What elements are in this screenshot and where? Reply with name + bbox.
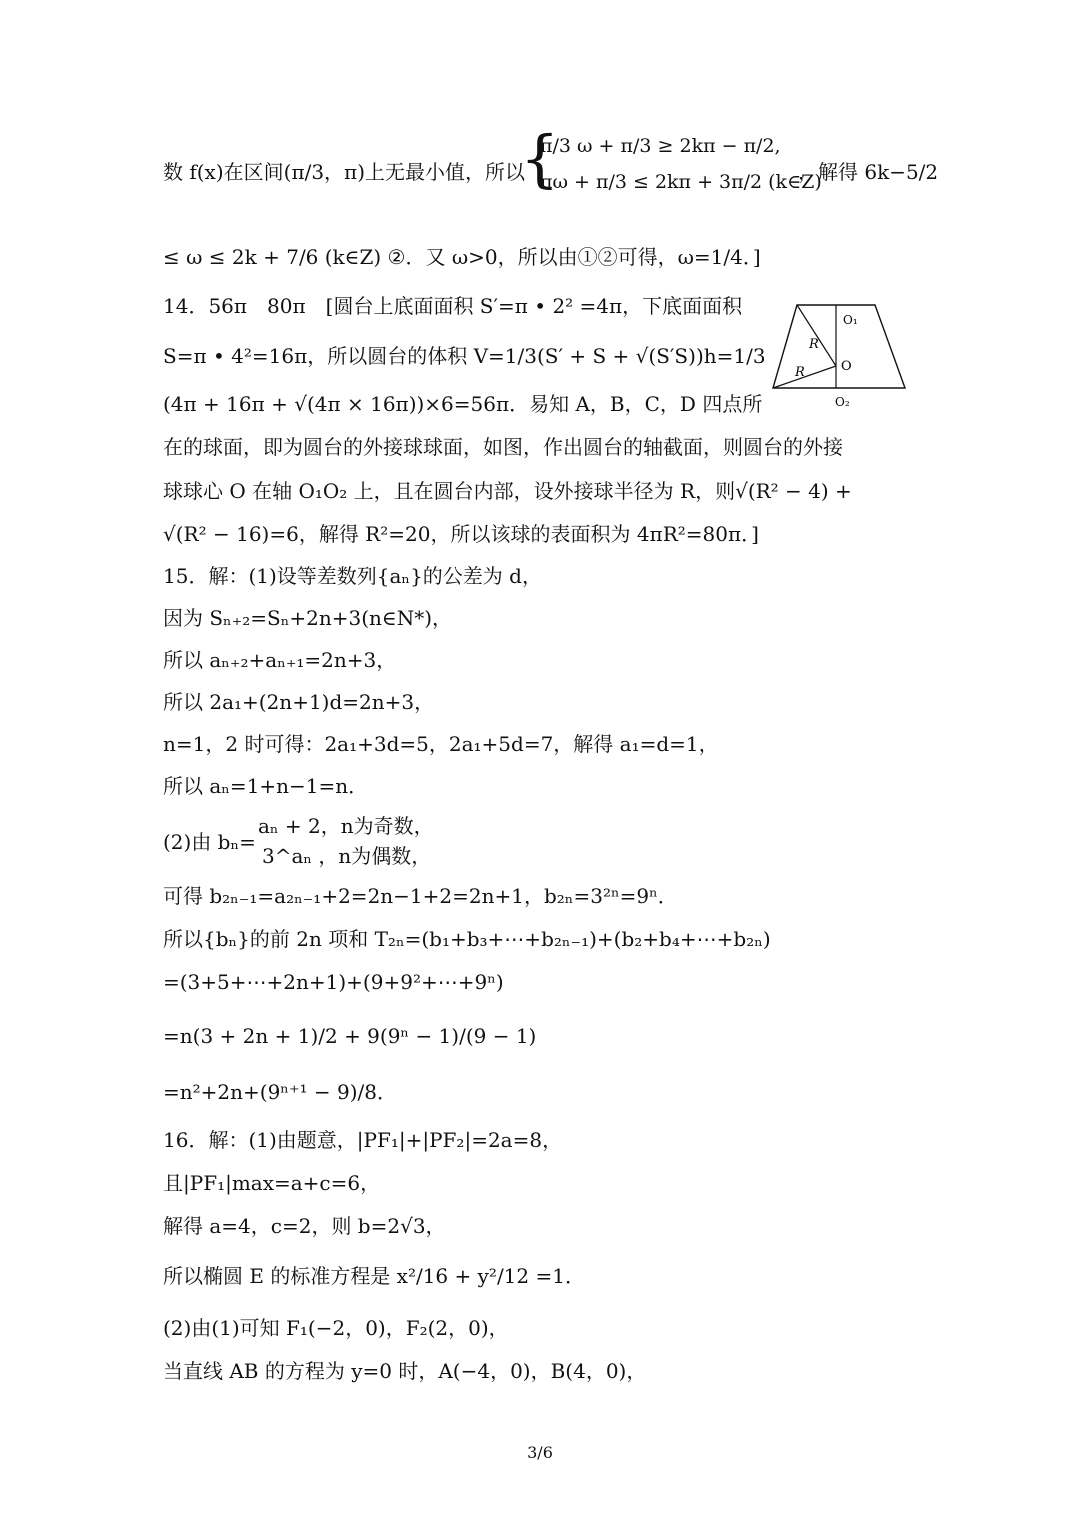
system-brace: { <box>520 122 560 195</box>
text-line-5: (4π + 16π + √(4π × 16π))×6=56π．易知 A，B，C，D 四点所 <box>163 392 763 416</box>
text-line-9: 15．解：(1)设等差数列{aₙ}的公差为 d， <box>163 564 542 588</box>
text-line-10: 因为 Sₙ₊₂=Sₙ+2n+3(n∈N*)， <box>163 606 453 630</box>
text-line-22: 且|PF₁|max=a+c=6， <box>163 1171 381 1195</box>
text-line-11: 所以 aₙ₊₂+aₙ₊₁=2n+3， <box>163 648 397 672</box>
text-line-21: 16．解：(1)由题意，|PF₁|+|PF₂|=2a=8， <box>163 1128 563 1152</box>
text-line-20: =n²+2n+(9ⁿ⁺¹ − 9)/8． <box>163 1080 397 1104</box>
frustum-figure <box>765 300 915 415</box>
system-line-b: πω + π/3 ≤ 2kπ + 3π/2 (k∈Z) <box>540 171 822 193</box>
text-line-18: =(3+5+⋯+2n+1)+(9+9²+⋯+9ⁿ) <box>163 970 504 994</box>
text-line-23: 解得 a=4，c=2，则 b=2√3， <box>163 1214 446 1238</box>
frustum-outline <box>773 305 905 388</box>
text-line-17: 所以{bₙ}的前 2n 项和 T₂ₙ=(b₁+b₃+⋯+b₂ₙ₋₁)+(b₂+b₄+⋯+b₂ₙ) <box>163 927 771 951</box>
page-number: 3/6 <box>527 1443 553 1462</box>
text-line-19: =n(3 + 2n + 1)/2 + 9(9ⁿ − 1)/(9 − 1) <box>163 1024 537 1048</box>
text-line-1 <box>163 158 525 186</box>
label-o2: O₂ <box>835 395 850 409</box>
text-line-12: 所以 2a₁+(2n+1)d=2n+3， <box>163 690 435 714</box>
text-line-3: 14．56π 80π [圆台上底面面积 S′=π • 2² =4π，下底面面积 <box>163 294 743 318</box>
text-line-6: 在的球面，即为圆台的外接球球面，如图，作出圆台的轴截面，则圆台的外接 <box>163 435 843 459</box>
text-line-16: 可得 b₂ₙ₋₁=a₂ₙ₋₁+2=2n−1+2=2n+1，b₂ₙ=3²ⁿ=9ⁿ． <box>163 884 678 908</box>
system-line-a: π/3 ω + π/3 ≥ 2kπ − π/2, <box>540 135 781 157</box>
text-line-13: n=1，2 时可得：2a₁+3d=5，2a₁+5d=7，解得 a₁=d=1， <box>163 732 719 756</box>
text-line-14: 所以 aₙ=1+n−1=n． <box>163 774 369 798</box>
label-r2: R <box>795 365 805 380</box>
text-line-25: (2)由(1)可知 F₁(−2，0)，F₂(2，0)， <box>163 1316 509 1340</box>
radius-line-1 <box>797 305 836 366</box>
text-line-8: √(R² − 16)=6，解得 R²=20，所以该球的表面积为 4πR²=80π．] <box>163 522 759 546</box>
text-line-26: 当直线 AB 的方程为 y=0 时，A(−4，0)，B(4，0)， <box>163 1359 647 1383</box>
label-o1: O₁ <box>843 313 858 327</box>
line-1-text: 数 f(x)在区间(π/3，π)上无最小值，所以 <box>163 160 526 184</box>
text-line-15a: (2)由 bₙ= <box>163 830 256 854</box>
text-line-2: ≤ ω ≤ 2k + 7/6 (k∈Z) ②．又 ω>0，所以由①②可得，ω=1/4．] <box>163 245 761 269</box>
text-line-7: 球球心 O 在轴 O₁O₂ 上，且在圆台内部，设外接球半径为 R，则√(R² − 4) + <box>163 479 852 503</box>
label-o: O <box>841 359 852 374</box>
piecewise-case-1: aₙ + 2，n为奇数， <box>258 814 434 838</box>
text-line-4: S=π • 4²=16π，所以圆台的体积 V=1/3(S′ + S + √(S′S))h=1/3 <box>163 344 766 368</box>
line-1-tail: ，解得 6k−5/2 <box>798 160 939 184</box>
piecewise-case-2: 3^aₙ ，n为偶数， <box>262 844 432 868</box>
label-r1: R <box>809 337 819 352</box>
text-line-24: 所以椭圆 E 的标准方程是 x²/16 + y²/12 =1． <box>163 1264 585 1288</box>
